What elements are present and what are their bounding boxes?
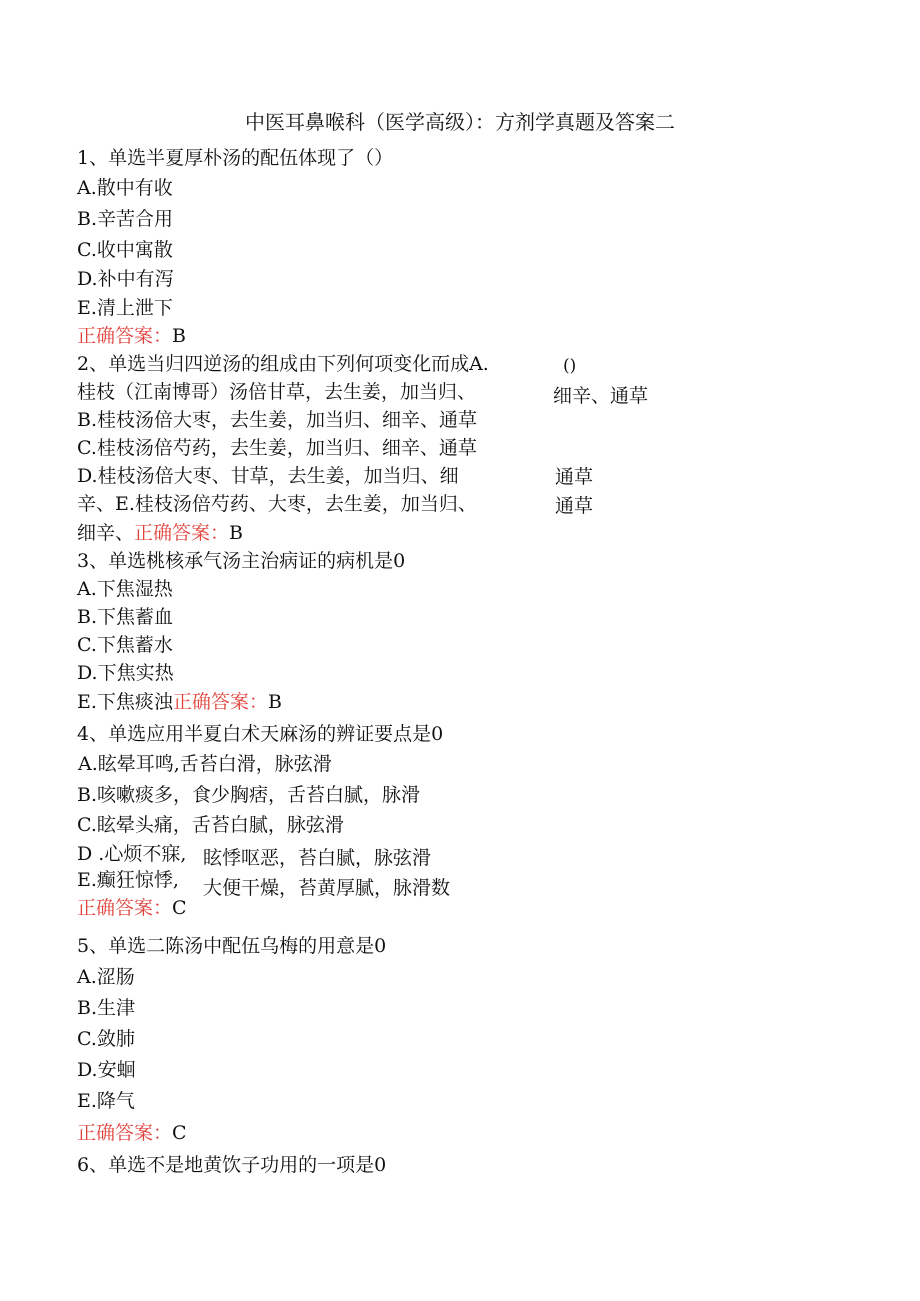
q1-option-b: B.辛苦合用	[77, 208, 174, 230]
q4-option-e-left: E.癫狂惊悸,	[77, 869, 179, 891]
q3-stem: 3、单选桃核承气汤主治病证的病机是0	[77, 550, 406, 572]
q1-option-e: E.清上泄下	[77, 297, 173, 319]
q2-line-6: 细辛、	[77, 522, 135, 544]
answer-value: B	[172, 325, 186, 347]
q4-option-c: C.眩晕头痛，舌苔白腻，脉弦滑	[77, 814, 344, 836]
q4-option-a: A.眩晕耳鸣,舌苔白滑，脉弦滑	[78, 753, 332, 775]
q2-line-2: B.桂枝汤倍大枣，去生姜，加当归、细辛、通草	[77, 409, 478, 431]
q5-option-d: D.安蛔	[77, 1059, 136, 1081]
document-title: 中医耳鼻喉科（医学高级）：方剂学真题及答案二	[245, 110, 675, 134]
answer-label: 正确答案：	[77, 1122, 173, 1144]
q4-option-d-left: D .心烦不寐,	[77, 843, 187, 865]
q2-line-6-answer	[77, 521, 243, 545]
answer-value: C	[172, 897, 187, 919]
q1-option-a: A.散中有收	[77, 177, 173, 199]
q1-stem: 1、单选半夏厚朴汤的配伍体现了（）	[77, 147, 394, 169]
q2-side-line-1: 细辛、通草	[553, 385, 649, 407]
q2-line-5: 辛、E.桂枝汤倍芍药、大枣，去生姜，加当归、	[77, 493, 477, 515]
q4-answer	[77, 896, 187, 920]
answer-value: C	[172, 1122, 187, 1144]
q2-line-1: 桂枝（江南博哥）汤倍甘草，去生姜，加当归、	[77, 381, 477, 403]
q1-option-c: C.收中寓散	[77, 239, 173, 261]
q5-option-b: B.生津	[77, 997, 136, 1019]
answer-label: 正确答案：	[77, 897, 173, 919]
q4-option-e-right: 大便干燥，苔黄厚腻，脉滑数	[203, 877, 451, 899]
q4-option-b: B.咳嗽痰多，食少胸痞，舌苔白腻，脉滑	[77, 784, 421, 806]
q5-option-a: A.涩肠	[77, 966, 135, 988]
q2-paren: ()	[563, 356, 577, 376]
q2-side-line-3: 通草	[555, 495, 594, 517]
q5-answer	[77, 1121, 187, 1145]
q4-stem: 4、单选应用半夏白术天麻汤的辨证要点是0	[77, 723, 444, 745]
q3-option-a: A.下焦湿热	[77, 578, 173, 600]
q3-option-e: E.下焦痰浊	[77, 691, 173, 713]
q2-side-line-2: 通草	[555, 466, 594, 488]
q5-option-c: C.敛肺	[77, 1028, 135, 1050]
q3-option-e-answer	[77, 690, 282, 714]
answer-label: 正确答案：	[172, 691, 268, 713]
answer-label: 正确答案：	[77, 325, 173, 347]
q6-stem: 6、单选不是地黄饮子功用的一项是0	[77, 1154, 387, 1176]
q2-line-3: C.桂枝汤倍芍药，去生姜，加当归、细辛、通草	[77, 437, 477, 459]
answer-label: 正确答案：	[134, 522, 230, 544]
answer-value: B	[267, 691, 282, 713]
q3-option-c: C.下焦蓄水	[77, 634, 173, 656]
q2-line-4: D.桂枝汤倍大枣、甘草，去生姜，加当归、细	[77, 465, 459, 487]
q2-stem: 2、单选当归四逆汤的组成由下列何项变化而成A.	[77, 353, 489, 375]
q5-stem: 5、单选二陈汤中配伍乌梅的用意是0	[77, 935, 387, 957]
q1-answer	[77, 324, 186, 348]
q3-option-d: D.下焦实热	[77, 662, 174, 684]
q5-option-e: E.降气	[77, 1090, 135, 1112]
q4-option-d-right: 眩悸呕恶，苔白腻，脉弦滑	[203, 847, 432, 869]
q3-option-b: B.下焦蓄血	[77, 606, 174, 628]
answer-value: B	[229, 522, 243, 544]
q1-option-d: D.补中有泻	[77, 268, 174, 290]
